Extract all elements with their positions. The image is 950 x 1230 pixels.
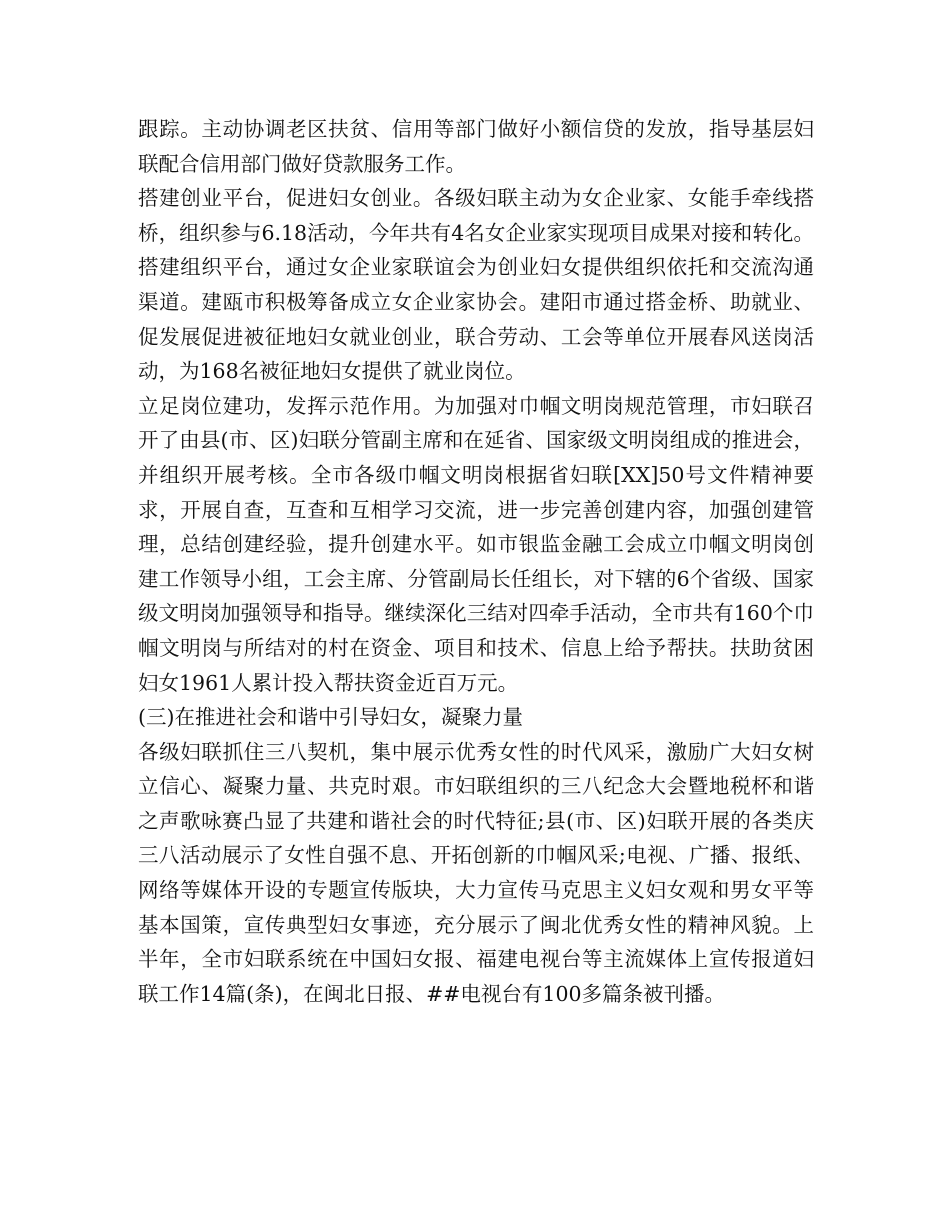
paragraph-entrepreneurship: 搭建创业平台，促进妇女创业。各级妇联主动为女企业家、女能手牵线搭桥，组织参与6.18活动，今年共有4名女企业家实现项目成果对接和转化。搭建组织平台，通过女企业家联谊会为创业妇女提供组织依托和交流沟通渠道。建瓯市积极筹备成立女企业家协会。建阳市通过搭金桥、助就业、促发展促进被征地妇女就业创业，联合劳动、工会等单位开展春风送岗活动，为168名被征地妇女提供了就业岗位。	[138, 186, 814, 384]
section-heading: (三)在推进社会和谐中引导妇女，凝聚力量	[138, 705, 523, 730]
paragraph-civilized-posts: 立足岗位建功，发挥示范作用。为加强对巾帼文明岗规范管理，市妇联召开了由县(市、区)妇联分管副主席和在延省、国家级文明岗组成的推进会，并组织开展考核。全市各级巾帼文明岗根据省妇联[XX]50号文件精神要求，开展自查，互查和互相学习交流，进一步完善创建内容，加强创建管理，总结创建经验，提升创建水平。如市银监金融工会成立巾帼文明岗创建工作领导小组，工会主席、分管副局长任组长，对下辖的6个省级、国家级文明岗加强领导和指导。继续深化三结对四牵手活动，全市共有160个巾帼文明岗与所结对的村在资金、项目和技术、信息上给予帮扶。扶助贫困妇女1961人累计投入帮扶资金近百万元。	[138, 393, 814, 695]
paragraph-microcredit: 跟踪。主动协调老区扶贫、信用等部门做好小额信贷的发放，指导基层妇联配合信用部门做好贷款服务工作。	[138, 117, 814, 176]
paragraph-social-harmony: 各级妇联抓住三八契机，集中展示优秀女性的时代风采，激励广大妇女树立信心、凝聚力量、共克时艰。市妇联组织的三八纪念大会暨地税杯和谐之声歌咏赛凸显了共建和谐社会的时代特征;县(市、区)妇联开展的各类庆三八活动展示了女性自强不息、开拓创新的巾帼风采;电视、广播、报纸、网络等媒体开设的专题宣传版块，大力宣传马克思主义妇女观和男女平等基本国策，宣传典型妇女事迹，充分展示了闽北优秀女性的精神风貌。上半年，全市妇联系统在中国妇女报、福建电视台等主流媒体上宣传报道妇联工作14篇(条)，在闽北日报、##电视台有100多篇条被刊播。	[138, 739, 814, 1006]
document-body	[138, 112, 814, 1011]
